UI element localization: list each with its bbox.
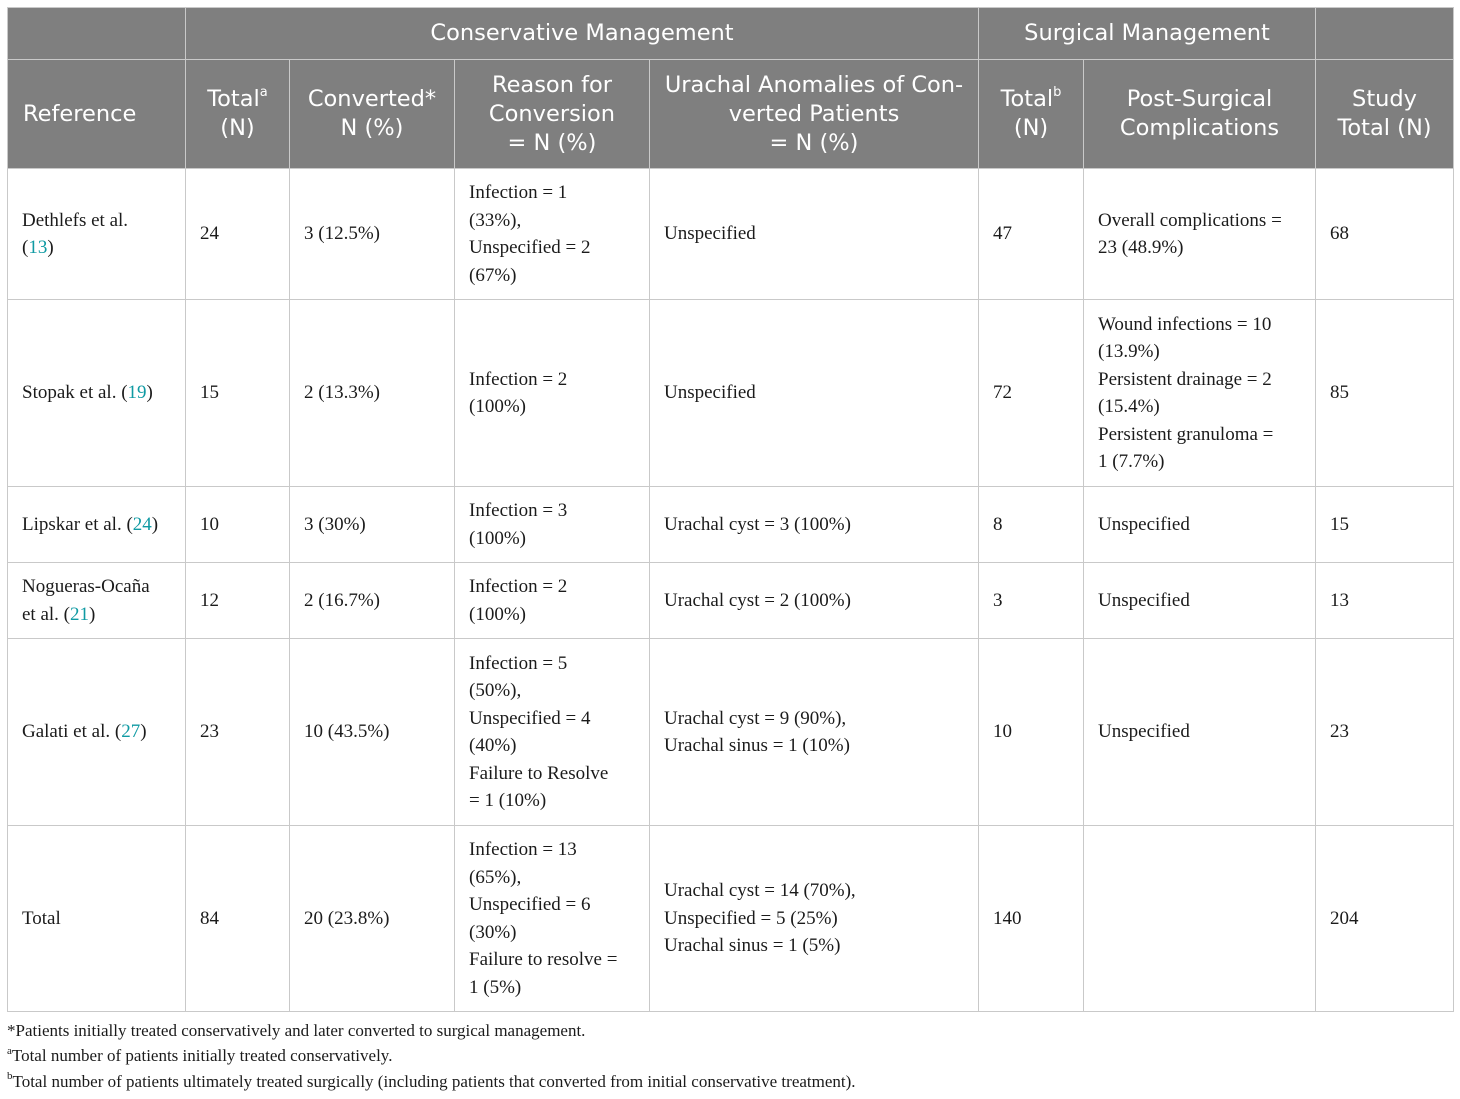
cell-reason (455, 826, 650, 1012)
cell-line: Failure to resolve = (469, 949, 618, 970)
cell-converted: 3 (12.5%) (290, 169, 455, 300)
cell-line: 23 (48.9%) (1098, 237, 1184, 258)
cell-total-surgical: 140 (979, 826, 1084, 1012)
cell-line: Unspecified = 4 (469, 707, 591, 729)
col-header-total-b: Total$^b$ (N) (979, 60, 1084, 169)
cell-line: Urachal sinus = 1 (10%) (664, 735, 850, 756)
reference-close: ) (140, 721, 147, 743)
cell-reference (8, 300, 186, 487)
cell-converted: 2 (13.3%) (290, 300, 455, 487)
cell-total-conservative: 12 (186, 563, 290, 639)
group-header-conservative: Conservative Management (186, 8, 979, 60)
cell-reference (8, 826, 186, 1012)
reference-close: ) (47, 237, 54, 258)
table-row (8, 826, 1454, 1012)
col-header-study-total: Study Total (N) (1316, 60, 1454, 169)
cell-line: Urachal cyst = 9 (90%), (664, 707, 847, 729)
cell-line: Overall complications = (1098, 209, 1282, 231)
cell-line: (100%) (469, 396, 526, 417)
cell-anomalies (650, 639, 979, 826)
cell-study-total: 68 (1316, 169, 1454, 300)
cell-total-surgical: 8 (979, 487, 1084, 563)
footnote-a: $^a$Total number of patients initially treated conservatively. (7, 1044, 393, 1066)
cell-total-conservative: 24 (186, 169, 290, 300)
cell-complications (1084, 826, 1316, 1012)
table-row (8, 563, 1454, 639)
cell-line: (40%) (469, 735, 517, 756)
col-header-total-a: Total$^a$ (N) (186, 60, 290, 169)
reference-name: Lipskar et al. ( (22, 513, 133, 535)
col-header-reference: Reference (8, 60, 186, 169)
cell-anomalies (650, 826, 979, 1012)
cell-line: Urachal cyst = 3 (100%) (664, 513, 851, 535)
reference-name: Dethlefs et al. (22, 209, 129, 231)
reference-prefix: ( (22, 237, 29, 258)
cell-study-total: 23 (1316, 639, 1454, 826)
cell-line: Wound infections = 10 (1098, 313, 1272, 335)
col-header-converted: Converted* N (%) (290, 60, 455, 169)
cell-line: (15.4%) (1098, 396, 1160, 417)
cell-line: (33%), (469, 209, 522, 231)
cell-line: Infection = 2 (469, 368, 568, 390)
cell-line: Failure to Resolve (469, 762, 609, 784)
cell-line: (100%) (469, 527, 526, 549)
reference-name: Galati et al. ( (22, 721, 122, 743)
results-table (7, 7, 1454, 1012)
reference-name: Total (22, 907, 61, 929)
table-container (7, 7, 1453, 1094)
cell-anomalies (650, 563, 979, 639)
cell-complications (1084, 169, 1316, 300)
group-header-empty-right (1316, 8, 1454, 60)
cell-complications (1084, 487, 1316, 563)
cell-line: Unspecified (664, 223, 756, 245)
reference-citation-link[interactable]: 24 (132, 513, 152, 535)
table-row (8, 487, 1454, 563)
cell-anomalies (650, 300, 979, 487)
cell-total-surgical: 72 (979, 300, 1084, 487)
reference-citation-link[interactable]: 27 (121, 721, 141, 743)
cell-line: = 1 (10%) (469, 790, 547, 811)
cell-complications (1084, 563, 1316, 639)
group-header-empty (8, 8, 186, 60)
cell-anomalies (650, 169, 979, 300)
cell-line: (100%) (469, 603, 526, 625)
col-header-reason: Reason for Conversion = N (%) (455, 60, 650, 169)
cell-converted: 2 (16.7%) (290, 563, 455, 639)
cell-total-surgical: 47 (979, 169, 1084, 300)
cell-line: Unspecified (1098, 721, 1190, 743)
reference-close: ) (146, 382, 153, 404)
footnote-b: $^b$Total number of patients ultimately treated surgically (including patients that converted from initial conservative treatment). (7, 1069, 856, 1091)
cell-line: Infection = 1 (469, 182, 568, 203)
cell-line: Persistent drainage = 2 (1098, 368, 1272, 390)
cell-line: Infection = 13 (469, 839, 577, 860)
cell-total-surgical: 10 (979, 639, 1084, 826)
cell-line: Persistent granuloma = (1098, 423, 1274, 445)
cell-reason (455, 563, 650, 639)
cell-study-total: 13 (1316, 563, 1454, 639)
cell-reason (455, 487, 650, 563)
cell-study-total: 204 (1316, 826, 1454, 1012)
cell-total-surgical: 3 (979, 563, 1084, 639)
cell-line: (13.9%) (1098, 341, 1160, 362)
cell-study-total: 15 (1316, 487, 1454, 563)
cell-line: Unspecified = 5 (25%) (664, 907, 838, 929)
cell-line: Infection = 3 (469, 500, 568, 521)
reference-name: Nogueras-Ocaña (22, 576, 150, 597)
cell-converted: 3 (30%) (290, 487, 455, 563)
cell-line: Unspecified (1098, 513, 1190, 535)
cell-line: Urachal cyst = 14 (70%), (664, 880, 856, 902)
col-header-anomalies: Urachal Anomalies of Con- verted Patients = N (%) (650, 60, 979, 169)
cell-line: Urachal cyst = 2 (100%) (664, 589, 851, 611)
table-row (8, 169, 1454, 300)
cell-line: 1 (5%) (469, 976, 522, 998)
column-header-row (8, 60, 1454, 169)
cell-complications (1084, 300, 1316, 487)
cell-study-total: 85 (1316, 300, 1454, 487)
cell-converted: 10 (43.5%) (290, 639, 455, 826)
col-header-complications: Post-Surgical Complications (1084, 60, 1316, 169)
cell-reference (8, 639, 186, 826)
cell-line: Infection = 5 (469, 652, 568, 674)
cell-reason (455, 300, 650, 487)
reference-close: ) (151, 513, 159, 535)
reference-citation-link[interactable]: 19 (127, 382, 147, 404)
cell-line: Unspecified = 6 (469, 894, 591, 915)
group-header-surgical: Surgical Management (979, 8, 1316, 60)
footnote-star: *Patients initially treated conservatively and later converted to surgical management. (7, 1021, 586, 1040)
footnotes (7, 1018, 1453, 1094)
table-body (8, 169, 1454, 1012)
cell-converted: 20 (23.8%) (290, 826, 455, 1012)
cell-line: (65%), (469, 866, 522, 888)
cell-reason (455, 639, 650, 826)
table-row (8, 300, 1454, 487)
reference-citation-link[interactable]: 21 (70, 603, 90, 625)
cell-line: Urachal sinus = 1 (5%) (664, 935, 841, 957)
cell-line: Unspecified = 2 (469, 237, 591, 258)
cell-total-conservative: 84 (186, 826, 290, 1012)
cell-line: (50%), (469, 680, 522, 701)
cell-line: (67%) (469, 264, 517, 286)
cell-complications (1084, 639, 1316, 826)
reference-citation-link[interactable]: 13 (28, 237, 48, 258)
cell-total-conservative: 15 (186, 300, 290, 487)
cell-total-conservative: 23 (186, 639, 290, 826)
reference-prefix: et al. ( (22, 603, 71, 625)
cell-line: Unspecified (1098, 589, 1190, 611)
cell-line: Infection = 2 (469, 576, 568, 597)
cell-line: Unspecified (664, 382, 756, 404)
cell-reason (455, 169, 650, 300)
cell-anomalies (650, 487, 979, 563)
cell-total-conservative: 10 (186, 487, 290, 563)
reference-name: Stopak et al. ( (22, 382, 128, 404)
reference-close: ) (89, 603, 96, 625)
cell-reference (8, 487, 186, 563)
cell-line: 1 (7.7%) (1098, 451, 1165, 472)
table-row (8, 639, 1454, 826)
group-header-row (8, 8, 1454, 60)
cell-reference (8, 169, 186, 300)
cell-reference (8, 563, 186, 639)
cell-line: (30%) (469, 921, 517, 943)
